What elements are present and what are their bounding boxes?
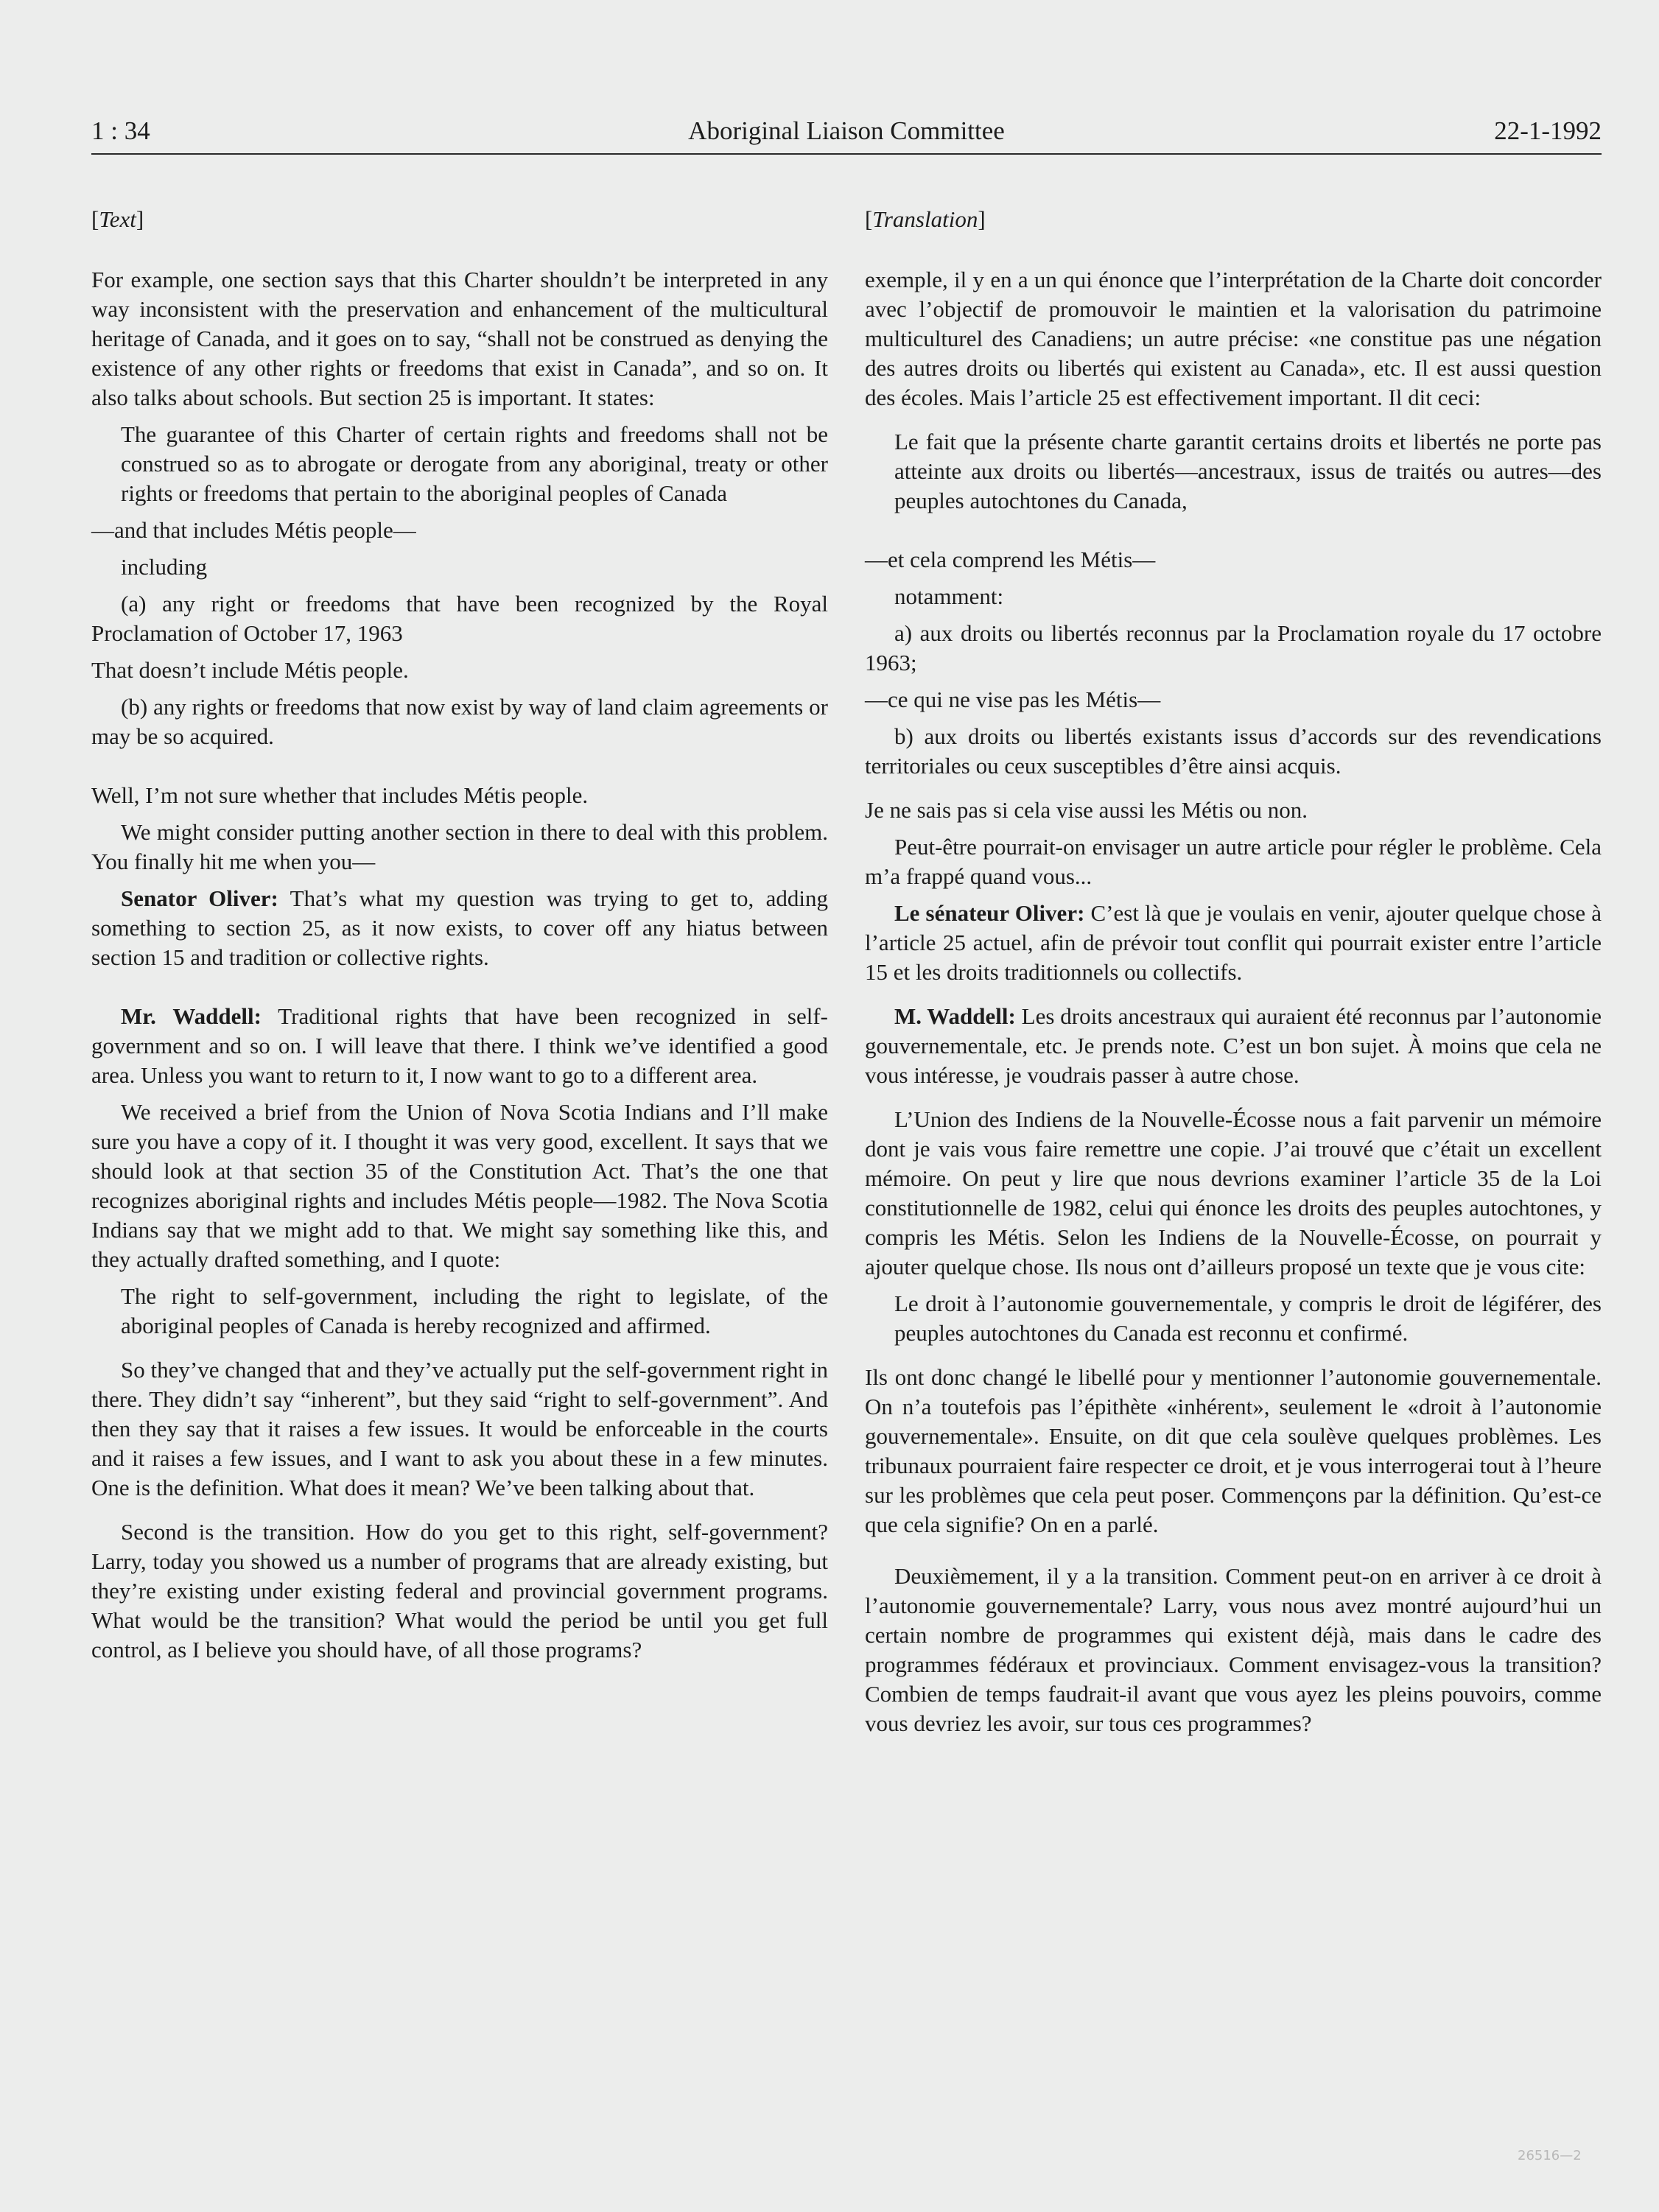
block-quote: including — [121, 554, 208, 580]
block-quote: a) aux droits ou libertés reconnus par la Proclamation royale du 17 octobre 1963; — [865, 620, 1602, 675]
block-quote: The right to self-government, including the right to legislate, of the aboriginal peoples of Canada is hereby recognized and affirmed. — [121, 1283, 828, 1338]
paragraph: Well, I’m not sure whether that includes Métis people. — [91, 782, 589, 808]
paragraph: L’Union des Indiens de la Nouvelle-Écosse nous a fait parvenir un mémoire dont je vais vous faire remettre une copie. J’ai trouvé que c’était un excellent mémoire. On peut y lire que nous devrions examiner l’article 35 de la Loi constitutionnelle de 1982, celui qui énonce les droits des peuples autochtones, y compris les Métis. Selon les Indiens de la Nouvelle-Écosse, on pourrait y ajouter quelque chose. Ils nous ont d’ailleurs proposé un texte que je vous cite: — [865, 1106, 1602, 1279]
paragraph: Deuxièmement, il y a la transition. Comment peut-on en arriver à ce droit à l’autonomie gouvernementale? Larry, vous nous avez montré aujourd’hui un certain nombre de programmes qui existent déjà, mais dans le cadre des programmes fédéraux et provinciaux. Comment envisagez-vous la transition? Combien de temps faudrait-il avant que vous ayez les pleins pouvoirs, comme vous devriez les avoir, sur tous ces programmes? — [865, 1563, 1602, 1736]
speaker-name: Senator Oliver: — [121, 885, 278, 911]
speaker-paragraph: Senator Oliver: That’s what my question was trying to get to, adding something to section 25, as it now exists, to cover off any hiatus between section 15 and tradition or collective rights. — [91, 885, 828, 970]
block-quote: The guarantee of this Charter of certain rights and freedoms shall not be construed so as to abrogate or derogate from any aboriginal, treaty or other rights or freedoms that pertain to the aboriginal peoples of Canada — [121, 421, 828, 506]
paragraph: Second is the transition. How do you get to this right, self-government? Larry, today you showed us a number of programs that are already existing, but they’re existing under existing federal and provincial government programs. What would be the transition? What would the period be until you get full control, as I believe you should have, of all those programs? — [91, 1519, 828, 1662]
french-column — [865, 205, 1602, 1738]
block-quote: Le droit à l’autonomie gouvernementale, y compris le droit de légiférer, des peuples autochtones du Canada est reconnu et confirmé. — [894, 1291, 1602, 1346]
speaker-paragraph: M. Waddell: Les droits ancestraux qui auraient été reconnus par l’autonomie gouvernementale, etc. Je prends note. C’est un bon sujet. À moins que cela ne vous intéresse, je voudrais passer à autre chose. — [865, 1003, 1602, 1088]
block-quote: (b) any rights or freedoms that now exist by way of land claim agreements or may be so acquired. — [91, 694, 828, 749]
print-code: 26516—2 — [1518, 2148, 1582, 2163]
speaker-paragraph: Le sénateur Oliver: C’est là que je voulais en venir, ajouter quelque chose à l’article 25 actuel, afin de prévoir tout conflit qui pourrait exister entre l’article 15 et les droits traditionnels ou collectifs. — [865, 900, 1602, 985]
block-quote: b) aux droits ou libertés existants issus d’accords sur des revendications territoriales ou ceux susceptibles d’être ainsi acquis. — [865, 723, 1602, 779]
paragraph: —et cela comprend les Métis— — [865, 547, 1156, 572]
column-label: [Translation] — [865, 206, 986, 232]
paragraph: We received a brief from the Union of Nova Scotia Indians and I’ll make sure you have a copy of it. I thought it was very good, excellent. It says that we should look at that section 35 of the Constitution Act. That’s the one that recognizes aboriginal rights and includes Métis people—1982. The Nova Scotia Indians say that we might add to that. We might say something like this, and they actually drafted something, and I quote: — [91, 1099, 828, 1272]
paragraph: So they’ve changed that and they’ve actually put the self-government right in there. They didn’t say “inherent”, but they said “right to self-government”. And then they say that it raises a few issues. It would be enforceable in the courts and it raises a few issues, and I want to ask you about these in a few minutes. One is the definition. What does it mean? We’ve been talking about that. — [91, 1357, 828, 1500]
paragraph: Je ne sais pas si cela vise aussi les Métis ou non. — [865, 797, 1308, 823]
block-quote: (a) any right or freedoms that have been recognized by the Royal Proclamation of October 17, 1963 — [91, 591, 828, 646]
paragraph: That doesn’t include Métis people. — [91, 657, 409, 683]
paragraph: exemple, il y en a un qui énonce que l’interprétation de la Charte doit concorder avec l’objectif de promouvoir le maintien et la valorisation du patrimoine multiculturel des Canadiens; un autre précise: «ne constitue pas une négation des autres droits ou libertés qui existent au Canada», etc. Il est aussi question des écoles. Mais l’article 25 est effectivement important. Il dit ceci: — [865, 267, 1602, 410]
english-column — [91, 205, 828, 1665]
paragraph: —and that includes Métis people— — [91, 517, 416, 543]
header-date: 22-1-1992 — [1494, 116, 1602, 145]
running-header — [91, 112, 1602, 155]
speaker-name: M. Waddell: — [894, 1003, 1016, 1029]
paragraph: We might consider putting another section in there to deal with this problem. You finally hit me when you— — [91, 819, 828, 874]
block-quote: Le fait que la présente charte garantit certains droits et libertés ne porte pas atteinte aux droits ou libertés—ancestraux, issus de traités ou autres—des peuples autochtones du Canada, — [894, 429, 1602, 513]
paragraph: Ils ont donc changé le libellé pour y mentionner l’autonomie gouvernementale. On n’a toutefois pas l’épithète «inhérent», seulement le «droit à l’autonomie gouvernementale». Ensuite, on dit que cela soulève quelques problèmes. Les tribunaux pourraient faire respecter ce droit, et je vous interrogerai tout à l’heure sur les problèmes que cela peut poser. Commençons par la définition. Qu’est-ce que cela signifie? On en a parlé. — [865, 1364, 1602, 1537]
paragraph: For example, one section says that this Charter shouldn’t be interpreted in any way inconsistent with the preservation and enhancement of the multicultural heritage of Canada, and it goes on to say, “shall not be construed as denying the existence of any other rights or freedoms that exist in Canada”, and so on. It also talks about schools. But section 25 is important. It states: — [91, 267, 828, 410]
page-number: 1 : 34 — [91, 116, 150, 145]
speaker-name: Le sénateur Oliver: — [894, 900, 1085, 926]
speaker-name: Mr. Waddell: — [121, 1003, 262, 1029]
paragraph: —ce qui ne vise pas les Métis— — [865, 687, 1161, 712]
column-label: [Text] — [91, 206, 144, 232]
speaker-paragraph: Mr. Waddell: Traditional rights that have been recognized in self-government and so on. I will leave that there. I think we’ve identified a good area. Unless you want to return to it, I now want to go to a different area. — [91, 1003, 828, 1088]
committee-name: Aboriginal Liaison Committee — [688, 116, 1005, 145]
block-quote: notamment: — [894, 583, 1004, 609]
paragraph: Peut-être pourrait-on envisager un autre article pour régler le problème. Cela m’a frappé quand vous... — [865, 834, 1602, 889]
